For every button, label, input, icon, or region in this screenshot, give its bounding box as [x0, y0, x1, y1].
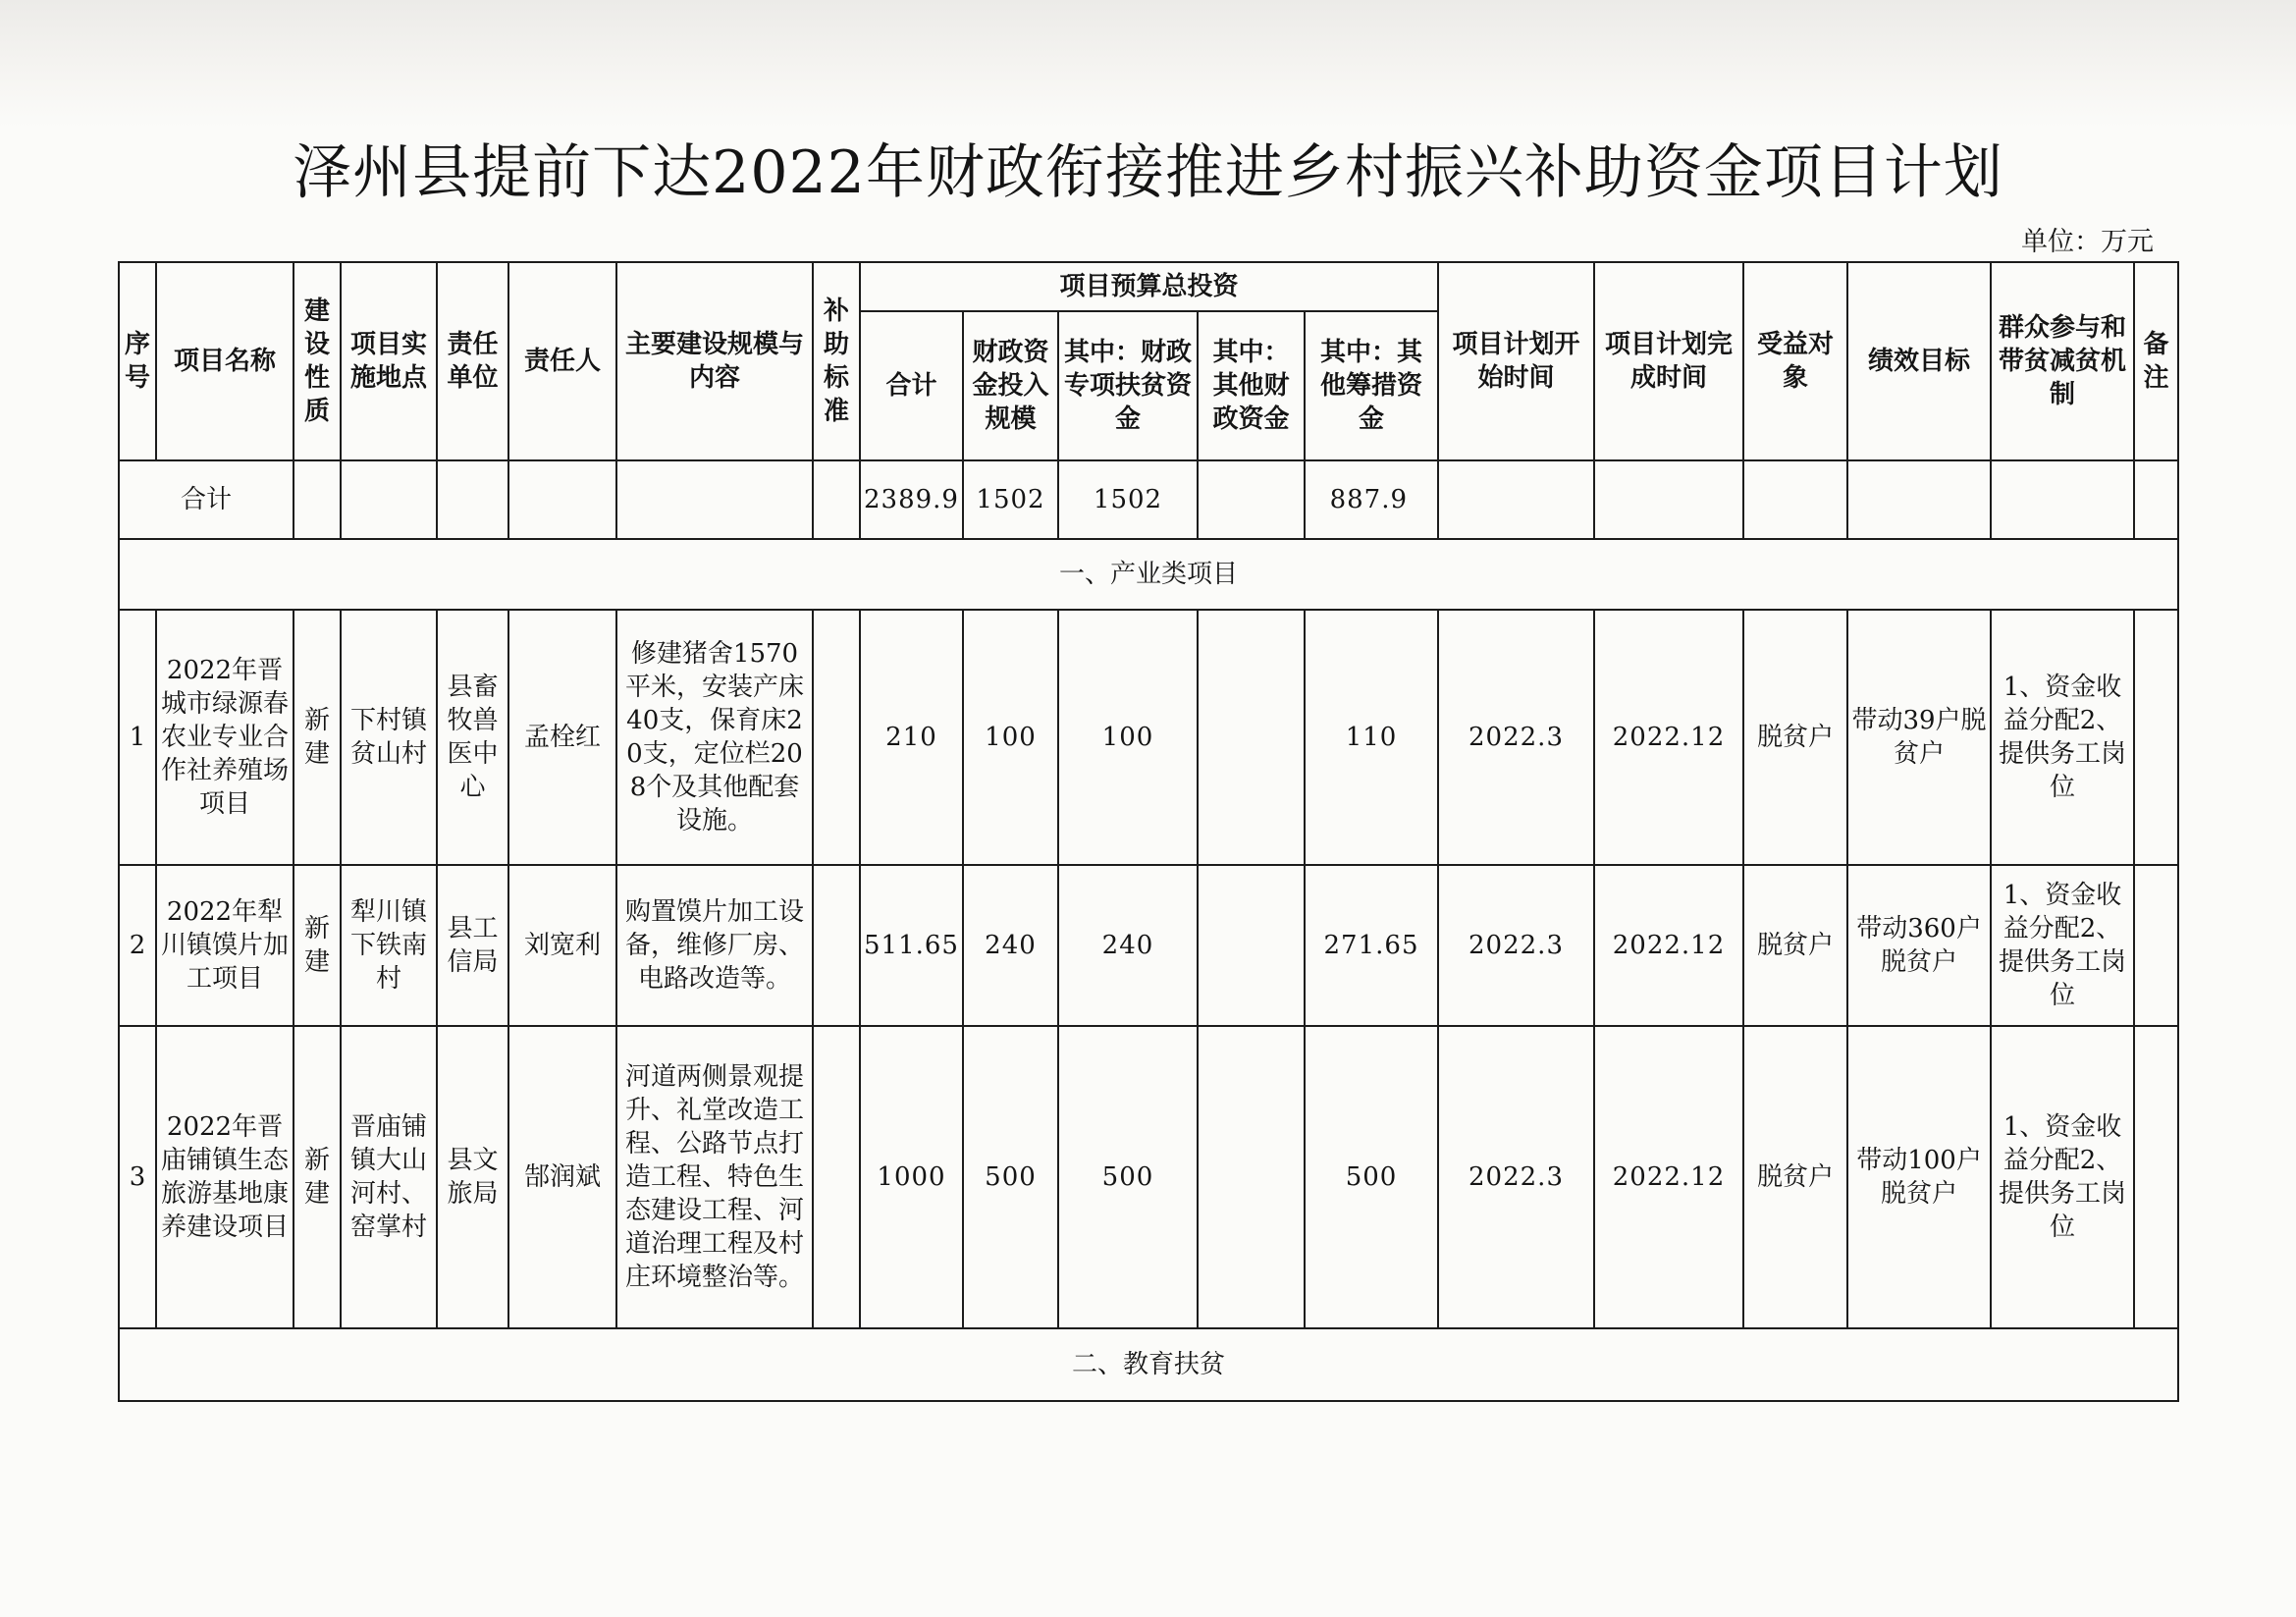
empty-cell: [294, 460, 341, 539]
section-title: 一、产业类项目: [119, 539, 2178, 610]
row-fiscal: 240: [963, 865, 1058, 1026]
empty-cell: [1743, 460, 1847, 539]
empty-cell: [1438, 460, 1594, 539]
empty-cell: [616, 460, 813, 539]
section-title: 二、教育扶贫: [119, 1328, 2178, 1401]
row-standard: [813, 865, 860, 1026]
row-seq: 1: [119, 610, 156, 865]
row-other-raised: 500: [1305, 1026, 1438, 1328]
empty-cell: [1594, 460, 1743, 539]
row-end: 2022.12: [1594, 865, 1743, 1026]
table-row: [119, 1026, 2178, 1328]
section-row: [119, 539, 2178, 610]
row-target: 带动360户脱贫户: [1847, 865, 1991, 1026]
empty-cell: [2134, 460, 2178, 539]
header-other-fiscal: 其中：其他财政资金: [1198, 311, 1305, 460]
totals-poverty-fund: 1502: [1058, 460, 1198, 539]
header-remark: 备注: [2134, 262, 2178, 460]
header-budget-group: 项目预算总投资: [860, 262, 1438, 311]
row-nature: 新建: [294, 865, 341, 1026]
header-row-1: [119, 262, 2178, 311]
row-dept: 县文旅局: [437, 1026, 508, 1328]
row-nature: 新建: [294, 610, 341, 865]
row-dept: 县工信局: [437, 865, 508, 1026]
row-total: 1000: [860, 1026, 963, 1328]
row-mechanism: 1、资金收益分配2、提供务工岗位: [1991, 865, 2134, 1026]
row-poverty-fund: 100: [1058, 610, 1198, 865]
empty-cell: [1991, 460, 2134, 539]
empty-cell: [508, 460, 616, 539]
header-total: 合计: [860, 311, 963, 460]
row-seq: 2: [119, 865, 156, 1026]
row-fiscal: 100: [963, 610, 1058, 865]
empty-cell: [813, 460, 860, 539]
row-start: 2022.3: [1438, 1026, 1594, 1328]
empty-cell: [341, 460, 437, 539]
row-other-raised: 110: [1305, 610, 1438, 865]
header-start: 项目计划开始时间: [1438, 262, 1594, 460]
totals-label: 合计: [119, 460, 294, 539]
row-total: 511.65: [860, 865, 963, 1026]
row-name: 2022年晋庙铺镇生态旅游基地康养建设项目: [156, 1026, 294, 1328]
scan-shadow: [0, 0, 2296, 128]
totals-fiscal: 1502: [963, 460, 1058, 539]
header-fiscal: 财政资金投入规模: [963, 311, 1058, 460]
header-target: 绩效目标: [1847, 262, 1991, 460]
header-location: 项目实施地点: [341, 262, 437, 460]
row-end: 2022.12: [1594, 1026, 1743, 1328]
row-beneficiary: 脱贫户: [1743, 865, 1847, 1026]
row-location: 犁川镇下铁南村: [341, 865, 437, 1026]
totals-other-raised: 887.9: [1305, 460, 1438, 539]
row-fiscal: 500: [963, 1026, 1058, 1328]
totals-other-fiscal: [1198, 460, 1305, 539]
header-mechanism: 群众参与和带贫减贫机制: [1991, 262, 2134, 460]
row-dept: 县畜牧兽医中心: [437, 610, 508, 865]
unit-label: 单位：万元: [2021, 227, 2154, 257]
row-remark: [2134, 1026, 2178, 1328]
row-beneficiary: 脱贫户: [1743, 1026, 1847, 1328]
row-remark: [2134, 610, 2178, 865]
row-poverty-fund: 240: [1058, 865, 1198, 1026]
totals-row: [119, 460, 2178, 539]
row-person: 刘宽利: [508, 865, 616, 1026]
row-nature: 新建: [294, 1026, 341, 1328]
row-mechanism: 1、资金收益分配2、提供务工岗位: [1991, 1026, 2134, 1328]
row-end: 2022.12: [1594, 610, 1743, 865]
row-mechanism: 1、资金收益分配2、提供务工岗位: [1991, 610, 2134, 865]
row-content: 修建猪舍1570平米，安装产床40支，保育床20支，定位栏208个及其他配套设施。: [616, 610, 813, 865]
row-total: 210: [860, 610, 963, 865]
header-name: 项目名称: [156, 262, 294, 460]
row-location: 晋庙铺镇大山河村、窑掌村: [341, 1026, 437, 1328]
header-nature: 建设性质: [294, 262, 341, 460]
row-other-fiscal: [1198, 1026, 1305, 1328]
row-beneficiary: 脱贫户: [1743, 610, 1847, 865]
header-content: 主要建设规模与内容: [616, 262, 813, 460]
header-other-raised: 其中：其他筹措资金: [1305, 311, 1438, 460]
row-standard: [813, 610, 860, 865]
project-plan-table: [118, 261, 2179, 1402]
row-remark: [2134, 865, 2178, 1026]
row-name: 2022年犁川镇馍片加工项目: [156, 865, 294, 1026]
empty-cell: [437, 460, 508, 539]
row-target: 带动39户脱贫户: [1847, 610, 1991, 865]
totals-total: 2389.9: [860, 460, 963, 539]
row-person: 郜润斌: [508, 1026, 616, 1328]
row-person: 孟栓红: [508, 610, 616, 865]
row-start: 2022.3: [1438, 865, 1594, 1026]
document-title: 泽州县提前下达2022年财政衔接推进乡村振兴补助资金项目计划: [293, 138, 2003, 207]
row-content: 购置馍片加工设备，维修厂房、电路改造等。: [616, 865, 813, 1026]
row-other-fiscal: [1198, 610, 1305, 865]
header-person: 责任人: [508, 262, 616, 460]
row-poverty-fund: 500: [1058, 1026, 1198, 1328]
row-start: 2022.3: [1438, 610, 1594, 865]
row-content: 河道两侧景观提升、礼堂改造工程、公路节点打造工程、特色生态建设工程、河道治理工程及村庄环境整治等。: [616, 1026, 813, 1328]
row-other-raised: 271.65: [1305, 865, 1438, 1026]
row-seq: 3: [119, 1026, 156, 1328]
header-standard: 补助标准: [813, 262, 860, 460]
table-row: [119, 610, 2178, 865]
row-standard: [813, 1026, 860, 1328]
section-row: [119, 1328, 2178, 1401]
row-name: 2022年晋城市绿源春农业专业合作社养殖场项目: [156, 610, 294, 865]
row-target: 带动100户脱贫户: [1847, 1026, 1991, 1328]
empty-cell: [1847, 460, 1991, 539]
header-seq: 序号: [119, 262, 156, 460]
header-end: 项目计划完成时间: [1594, 262, 1743, 460]
table-row: [119, 865, 2178, 1026]
header-dept: 责任单位: [437, 262, 508, 460]
header-poverty-fund: 其中：财政专项扶贫资金: [1058, 311, 1198, 460]
row-other-fiscal: [1198, 865, 1305, 1026]
header-beneficiary: 受益对象: [1743, 262, 1847, 460]
row-location: 下村镇贫山村: [341, 610, 437, 865]
